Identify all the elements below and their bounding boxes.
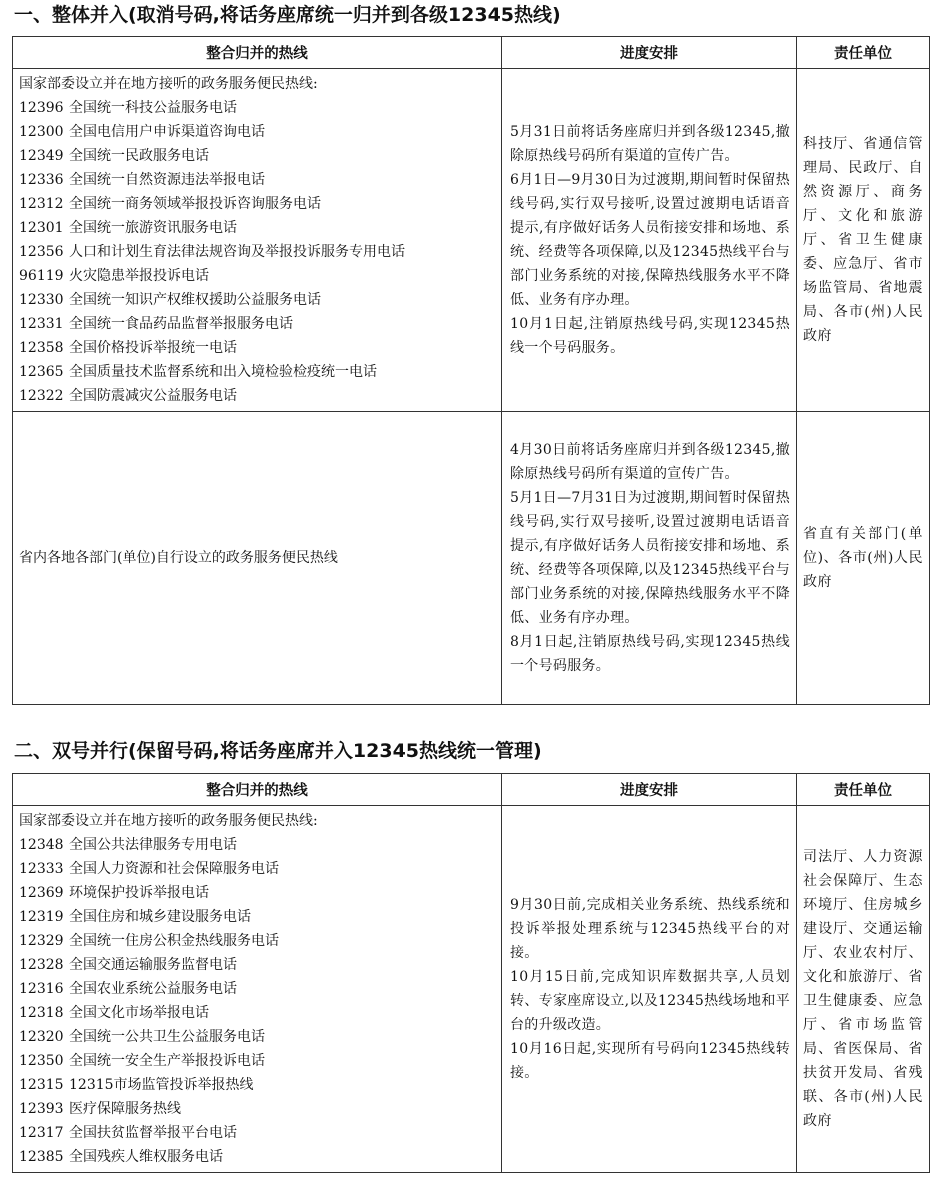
schedule-step: 4月30日前将话务座席归并到各级12345,撤除原热线号码所有渠道的宣传广告。	[510, 442, 790, 482]
hotline-code: 12331	[19, 316, 64, 332]
hotline-code: 12350	[19, 1053, 64, 1069]
hotline-name: 全国住房和城乡建设服务电话	[69, 909, 251, 925]
hotline-code: 96119	[19, 268, 64, 284]
hotline-item	[19, 240, 495, 264]
hotline-item	[19, 1145, 495, 1169]
schedule-step: 10月1日起,注销原热线号码,实现12345热线一个号码服务。	[510, 316, 790, 356]
hotline-name: 全国统一商务领域举报投诉咨询服务电话	[69, 196, 321, 212]
section1-title: 一、整体并入(取消号码,将话务座席统一归并到各级12345热线)	[14, 4, 561, 26]
hotline-item	[19, 168, 495, 192]
hotline-name: 全国扶贫监督举报平台电话	[69, 1125, 237, 1141]
hotline-list-cell	[13, 806, 502, 1173]
hotline-name: 全国防震减灾公益服务电话	[69, 388, 237, 404]
hotline-name: 全国农业系统公益服务电话	[69, 981, 237, 997]
hotline-code: 12396	[19, 100, 64, 116]
header-schedule: 进度安排	[502, 37, 797, 69]
schedule-step: 5月31日前将话务座席归并到各级12345,撤除原热线号码所有渠道的宣传广告。	[510, 124, 790, 164]
hotline-code: 12300	[19, 124, 64, 140]
hotline-list	[19, 833, 495, 1169]
unit-cell	[797, 806, 930, 1173]
hotline-code: 12385	[19, 1149, 64, 1165]
hotline-item	[19, 977, 495, 1001]
schedule-cell	[502, 69, 797, 412]
hotline-item	[19, 881, 495, 905]
hotline-code: 12333	[19, 861, 64, 877]
hotline-item	[19, 264, 495, 288]
hotline-name: 全国质量技术监督系统和出入境检验检疫统一电话	[69, 364, 377, 380]
hotline-item	[19, 360, 495, 384]
hotline-item	[19, 216, 495, 240]
section1-row2	[13, 412, 930, 705]
hotline-code: 12301	[19, 220, 64, 236]
hotline-name: 全国统一住房公积金热线服务电话	[69, 933, 279, 949]
hotline-name: 全国统一公共卫生公益服务电话	[69, 1029, 265, 1045]
header-hotline: 整合归并的热线	[13, 37, 502, 69]
hotline-item	[19, 833, 495, 857]
hotline-list-cell	[13, 69, 502, 412]
hotline-name: 全国统一安全生产举报投诉电话	[69, 1053, 265, 1069]
hotline-code: 12358	[19, 340, 64, 356]
section1-table	[12, 36, 930, 705]
hotline-item	[19, 1001, 495, 1025]
hotline-item	[19, 288, 495, 312]
header-hotline: 整合归并的热线	[13, 774, 502, 806]
hotline-cell	[13, 412, 502, 705]
schedule-step: 9月30日前,完成相关业务系统、热线系统和投诉举报处理系统与12345热线平台的对接。	[510, 897, 790, 961]
hotline-code: 12356	[19, 244, 64, 260]
hotline-item	[19, 96, 495, 120]
hotline-code: 12322	[19, 388, 64, 404]
hotline-code: 12336	[19, 172, 64, 188]
hotline-name: 全国人力资源和社会保障服务电话	[69, 861, 279, 877]
hotline-item	[19, 1121, 495, 1145]
unit-cell	[797, 69, 930, 412]
hotline-code: 12317	[19, 1125, 64, 1141]
schedule-step: 8月1日起,注销原热线号码,实现12345热线一个号码服务。	[510, 634, 790, 674]
schedule-step: 10月16日起,实现所有号码向12345热线转接。	[510, 1041, 790, 1081]
hotline-name: 全国统一知识产权维权援助公益服务电话	[69, 292, 321, 308]
section1-row1	[13, 69, 930, 412]
hotline-item	[19, 1049, 495, 1073]
header-unit: 责任单位	[797, 37, 930, 69]
hotline-code: 12330	[19, 292, 64, 308]
hotline-code: 12320	[19, 1029, 64, 1045]
schedule-cell	[502, 412, 797, 705]
hotline-item	[19, 120, 495, 144]
schedule-cell	[502, 806, 797, 1173]
hotline-item	[19, 336, 495, 360]
section2-table	[12, 773, 930, 1173]
hotline-intro: 国家部委设立并在地方接听的政务服务便民热线:	[19, 76, 318, 92]
hotline-name: 全国统一自然资源违法举报电话	[69, 172, 265, 188]
hotline-code: 12369	[19, 885, 64, 901]
section2-title: 二、双号并行(保留号码,将话务座席并入12345热线统一管理)	[14, 740, 542, 762]
responsible-units: 省直有关部门(单位)、各市(州)人民政府	[803, 526, 923, 590]
hotline-item	[19, 144, 495, 168]
hotline-code: 12316	[19, 981, 64, 997]
hotline-code: 12319	[19, 909, 64, 925]
hotline-item	[19, 1073, 495, 1097]
hotline-name: 全国统一民政服务电话	[69, 148, 209, 164]
hotline-item	[19, 929, 495, 953]
hotline-name: 12315市场监管投诉举报热线	[69, 1077, 254, 1093]
hotline-code: 12365	[19, 364, 64, 380]
hotline-name: 全国文化市场举报电话	[69, 1005, 209, 1021]
hotline-name: 全国残疾人维权服务电话	[69, 1149, 223, 1165]
hotline-list	[19, 96, 495, 408]
hotline-description: 省内各地各部门(单位)自行设立的政务服务便民热线	[19, 550, 338, 566]
hotline-item	[19, 192, 495, 216]
hotline-code: 12318	[19, 1005, 64, 1021]
hotline-item	[19, 905, 495, 929]
hotline-name: 全国统一科技公益服务电话	[69, 100, 237, 116]
hotline-code: 12328	[19, 957, 64, 973]
hotline-name: 医疗保障服务热线	[69, 1101, 181, 1117]
hotline-name: 全国统一旅游资讯服务电话	[69, 220, 237, 236]
hotline-code: 12315	[19, 1077, 64, 1093]
hotline-item	[19, 953, 495, 977]
section2-header-row	[13, 774, 930, 806]
hotline-name: 全国交通运输服务监督电话	[69, 957, 237, 973]
hotline-item	[19, 384, 495, 408]
hotline-intro: 国家部委设立并在地方接听的政务服务便民热线:	[19, 813, 318, 829]
hotline-item	[19, 1025, 495, 1049]
hotline-name: 人口和计划生育法律法规咨询及举报投诉服务专用电话	[69, 244, 405, 260]
hotline-code: 12349	[19, 148, 64, 164]
hotline-item	[19, 857, 495, 881]
hotline-code: 12312	[19, 196, 64, 212]
responsible-units: 科技厅、省通信管理局、民政厅、自然资源厅、商务厅、文化和旅游厅、省卫生健康委、应急厅、省市场监管局、省地震局、各市(州)人民政府	[803, 136, 923, 344]
schedule-step: 10月15日前,完成知识库数据共享,人员划转、专家座席设立,以及12345热线场地和平台的升级改造。	[510, 969, 790, 1033]
header-unit: 责任单位	[797, 774, 930, 806]
hotline-name: 全国公共法律服务专用电话	[69, 837, 237, 853]
section2-row1	[13, 806, 930, 1173]
unit-cell	[797, 412, 930, 705]
hotline-name: 全国电信用户申诉渠道咨询电话	[69, 124, 265, 140]
hotline-code: 12393	[19, 1101, 64, 1117]
schedule-step: 5月1日—7月31日为过渡期,期间暂时保留热线号码,实行双号接听,设置过渡期电话语音提示,有序做好话务人员衔接安排和场地、系统、经费等各项保障,以及12345热线平台与部门业务系统的对接,保障热线服务水平不降低、业务有序办理。	[510, 490, 790, 626]
hotline-code: 12329	[19, 933, 64, 949]
responsible-units: 司法厅、人力资源社会保障厅、生态环境厅、住房城乡建设厅、交通运输厅、农业农村厅、文化和旅游厅、省卫生健康委、应急厅、省市场监管局、省医保局、省扶贫开发局、省残联、各市(州)人民政府	[803, 849, 923, 1129]
hotline-item	[19, 1097, 495, 1121]
section1-header-row	[13, 37, 930, 69]
hotline-name: 火灾隐患举报投诉电话	[69, 268, 209, 284]
hotline-item	[19, 312, 495, 336]
hotline-code: 12348	[19, 837, 64, 853]
hotline-name: 全国统一食品药品监督举报服务电话	[69, 316, 293, 332]
schedule-step: 6月1日—9月30日为过渡期,期间暂时保留热线号码,实行双号接听,设置过渡期电话语音提示,有序做好话务人员衔接安排和场地、系统、经费等各项保障,以及12345热线平台与部门业务系统的对接,保障热线服务水平不降低、业务有序办理。	[510, 172, 790, 308]
header-schedule: 进度安排	[502, 774, 797, 806]
hotline-name: 全国价格投诉举报统一电话	[69, 340, 237, 356]
hotline-name: 环境保护投诉举报电话	[69, 885, 209, 901]
